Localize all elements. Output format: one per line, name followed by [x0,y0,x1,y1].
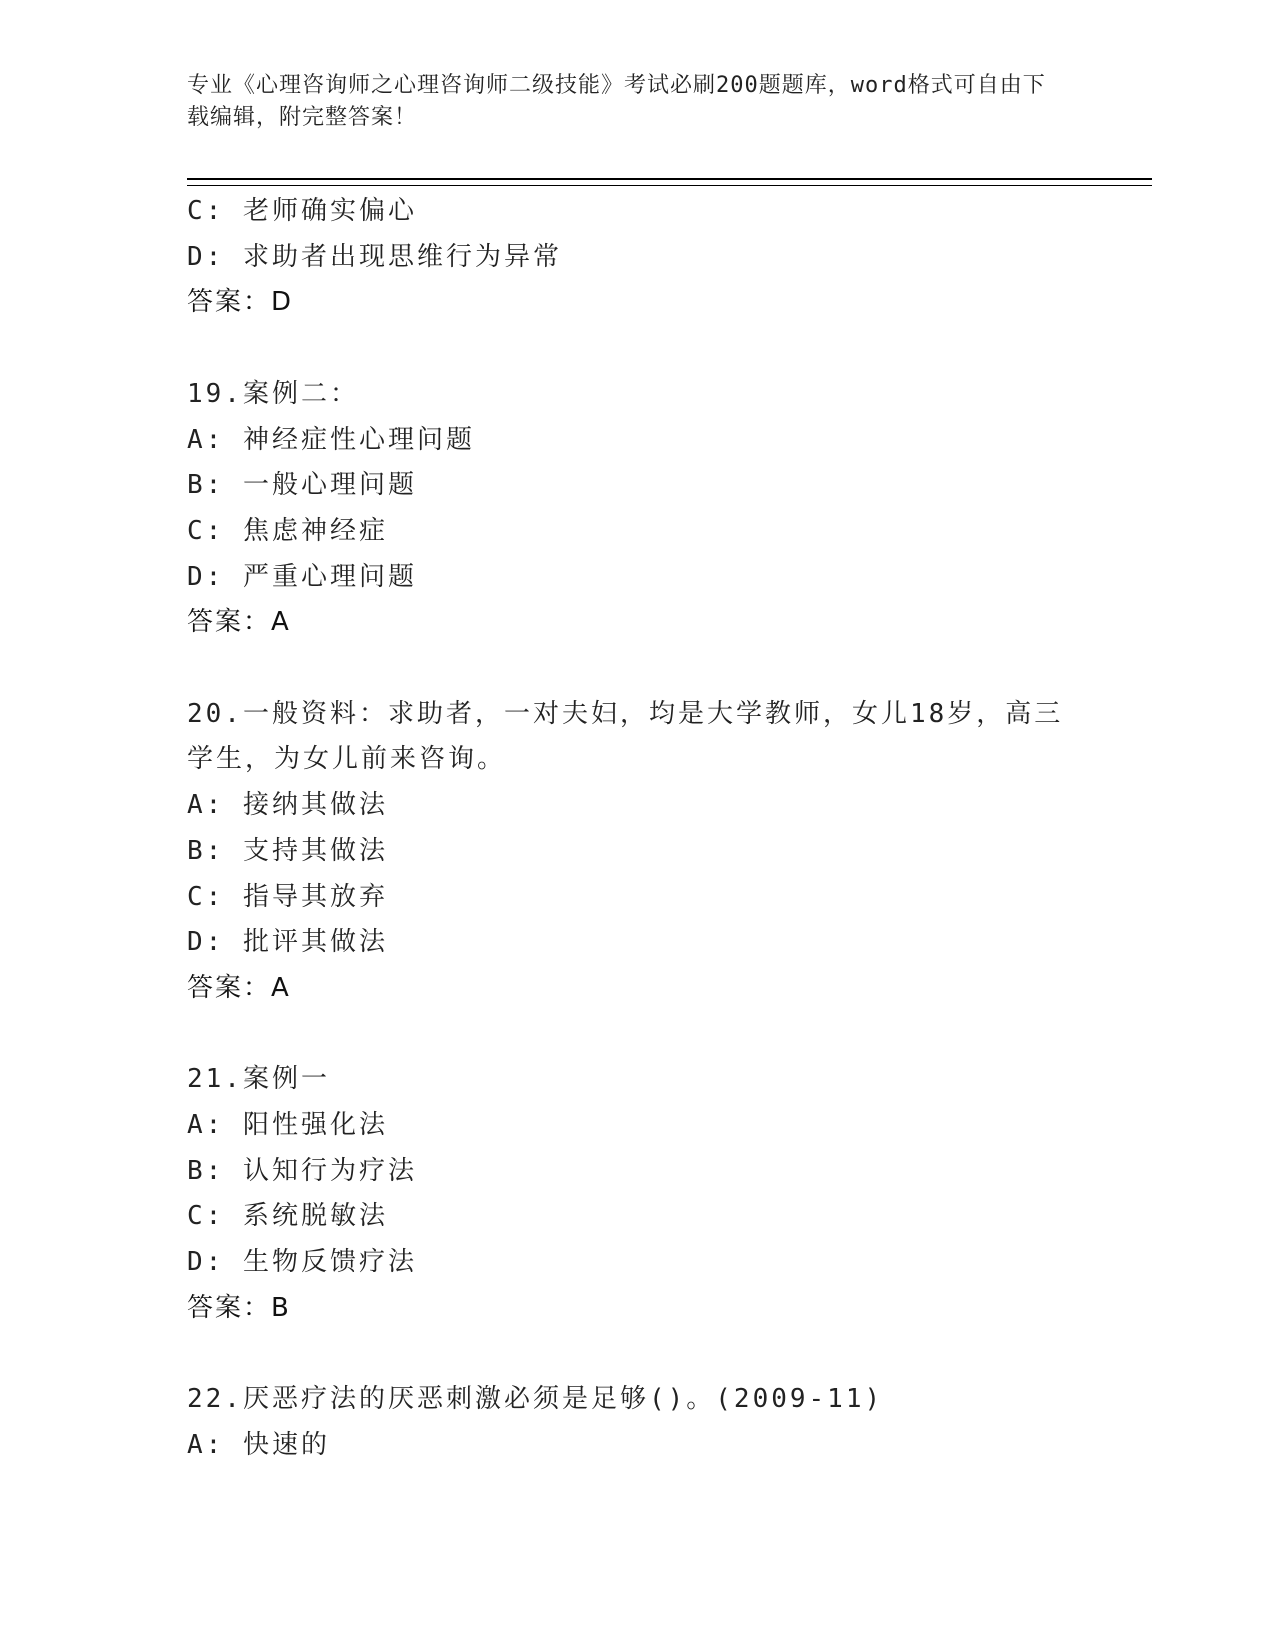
option-b: B: 认知行为疗法 [187,1155,417,1186]
option-b: B: 一般心理问题 [187,470,417,501]
option-d: D: 生物反馈疗法 [187,1247,417,1278]
option-c: C: 老师确实偏心 [187,196,417,226]
answer-line: 答案：A [187,607,291,638]
question-21 [187,1057,1147,1331]
option-b: B: 支持其做法 [187,835,388,866]
option-c: C: 指导其放弃 [187,881,388,912]
option-a: A: 接纳其做法 [187,790,388,821]
question-stem: 21.案例一 [187,1064,330,1095]
option-d: D: 严重心理问题 [187,561,417,592]
option-d: D: 求助者出现思维行为异常 [187,241,562,272]
spacer [187,646,1147,692]
page-header: 专业《心理咨询师之心理咨询师二级技能》考试必刷200题题库，word格式可自由下载编辑，附完整答案！ [187,73,1046,130]
header-divider [187,178,1152,186]
answer-line: 答案：A [187,972,291,1003]
question-content [187,189,1147,1469]
option-c: C: 系统脱敏法 [187,1201,388,1232]
question-stem: 19.案例二： [187,378,359,409]
spacer [187,1012,1147,1058]
question-19 [187,372,1147,646]
answer-line: 答案：D [187,287,294,318]
previous-question-tail [187,189,1147,326]
option-a: A: 神经症性心理问题 [187,424,475,455]
option-a: A: 快速的 [187,1429,330,1460]
option-d: D: 批评其做法 [187,927,388,958]
question-20 [187,692,1147,1012]
option-c: C: 焦虑神经症 [187,515,388,546]
answer-line: 答案：B [187,1292,291,1323]
question-stem: 22.厌恶疗法的厌恶刺激必须是足够()。(2009-11) [187,1384,884,1415]
spacer [187,1332,1147,1378]
question-stem-line-2: 学生，为女儿前来咨询。 [187,744,507,775]
option-a: A: 阳性强化法 [187,1110,388,1141]
question-22 [187,1377,1147,1468]
spacer [187,326,1147,372]
question-stem-line-1: 20.一般资料：求助者，一对夫妇，均是大学教师，女儿18岁，高三 [187,698,1064,729]
